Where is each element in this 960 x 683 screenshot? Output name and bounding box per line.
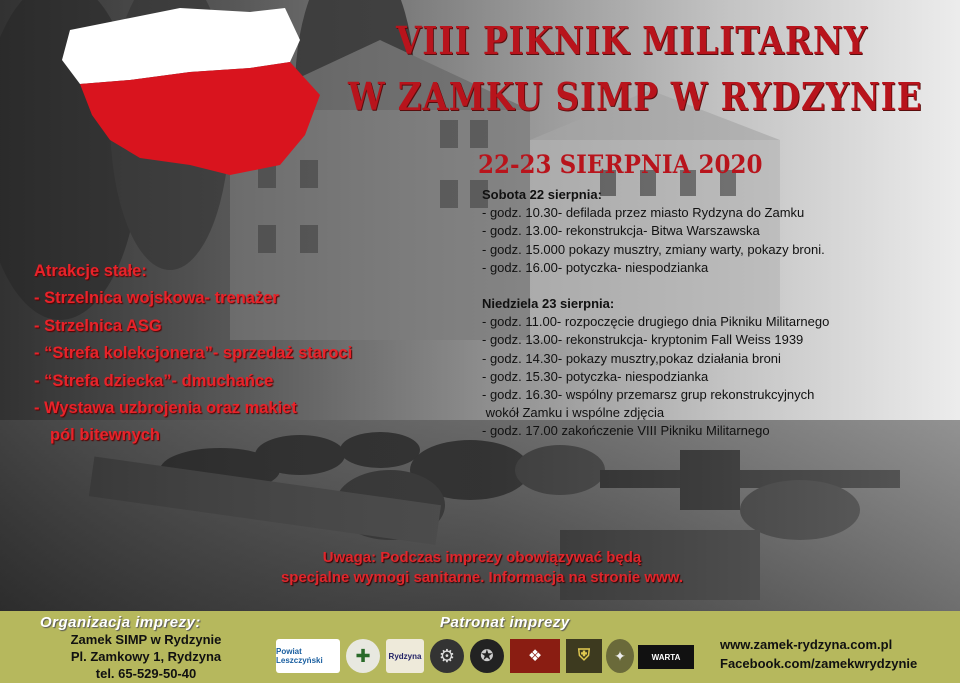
attraction-item: - “Strefa dziecka”- dmuchańce (34, 371, 274, 390)
attraction-item: - Strzelnica wojskowa- trenażer (34, 289, 279, 308)
warta-logo[interactable] (638, 645, 694, 669)
website-link[interactable]: www.zamek-rydzyna.com.pl (720, 637, 893, 652)
schedule-item: - godz. 11.00- rozpoczęcie drugiego dnia Pikniku Militarnego (482, 314, 830, 330)
attraction-item: - “Strefa kolekcjonera”- sprzedaż staroci (34, 344, 353, 363)
sanitary-notice (222, 548, 742, 588)
organizer-phone[interactable]: tel. 65-529-50-40 (95, 666, 197, 681)
schedule-item: - godz. 16.30- wspólny przemarsz grup rekonstrukcyjnych (482, 387, 815, 403)
simp-logo[interactable] (430, 639, 464, 673)
cross-icon: ✚ (355, 645, 371, 666)
schedule (482, 186, 829, 441)
schedule-item: - godz. 13.00- rekonstrukcja- kryptonim Fall Weiss 1939 (482, 332, 804, 348)
gear-icon: ⚙ (438, 645, 456, 666)
saturday-heading: Sobota 22 sierpnia: (482, 187, 602, 202)
notice-line: Uwaga: Podczas imprezy obowiązywać będą (322, 549, 642, 566)
powiat-logo-label: Powiat Leszczyński (276, 647, 323, 665)
schedule-item: - godz. 10.30- defilada przez miasto Rydzyna do Zamku (482, 205, 805, 221)
event-title-line1: VIII PIKNIK MILITARNY (396, 18, 868, 63)
event-title-line2: W ZAMKU SIMP W RYDZYNIE (348, 74, 923, 119)
attractions-list (34, 258, 352, 450)
attraction-item: - Wystawa uzbrojenia oraz makiet (34, 399, 297, 418)
eagle-icon: ✪ (480, 648, 494, 665)
eagle-emblem-logo[interactable] (470, 639, 504, 673)
organizer-address: Pl. Zamkowy 1, Rydzyna (70, 649, 222, 664)
rydzyna-logo[interactable] (386, 639, 424, 673)
event-date: 22-23 SIERPNIA 2020 (478, 150, 763, 179)
schedule-item: - godz. 13.00- rekonstrukcja- Bitwa Warszawska (482, 223, 760, 239)
wreath-icon: ✦ (614, 647, 626, 664)
schedule-item: - godz. 14.30- pokazy musztry,pokaz działania broni (482, 350, 781, 366)
organizer-title: Organizacja imprezy: (40, 614, 201, 631)
schedule-item: - godz. 17.00 zakończenie VIII Pikniku Militarnego (482, 423, 770, 439)
badge-logo[interactable] (346, 639, 380, 673)
organizer-name: Zamek SIMP w Rydzynie (70, 632, 222, 647)
red-logo[interactable] (510, 639, 560, 673)
schedule-item: - godz. 16.00- potyczka- niespodzianka (482, 259, 709, 275)
wreath-logo[interactable] (606, 639, 634, 673)
schedule-item: - godz. 15.30- potyczka- niespodzianka (482, 368, 709, 384)
attractions-heading: Atrakcje stałe: (34, 262, 147, 280)
attraction-item: pól bitewnych (50, 426, 161, 445)
powiat-logo[interactable] (276, 639, 340, 673)
attraction-item: - Strzelnica ASG (34, 316, 162, 335)
shield-logo[interactable] (566, 639, 602, 673)
schedule-item: wokół Zamku i wspólne zdjęcia (482, 405, 665, 421)
shield-icon: ⛨ (577, 647, 590, 664)
patron-title: Patronat imprezy (440, 614, 570, 631)
schedule-item: - godz. 15.000 pokazy musztry, zmiany warty, pokazy broni. (482, 241, 825, 257)
notice-line: specjalne wymogi sanitarne. Informacja na stronie www. (280, 569, 684, 586)
facebook-link[interactable]: Facebook.com/zamekwrydzynie (720, 656, 918, 671)
sunday-heading: Niedziela 23 sierpnia: (482, 296, 615, 312)
rydzyna-logo-label: Rydzyna (388, 651, 422, 661)
warta-logo-label: WARTA (651, 652, 681, 662)
flame-icon: ❖ (527, 648, 543, 665)
